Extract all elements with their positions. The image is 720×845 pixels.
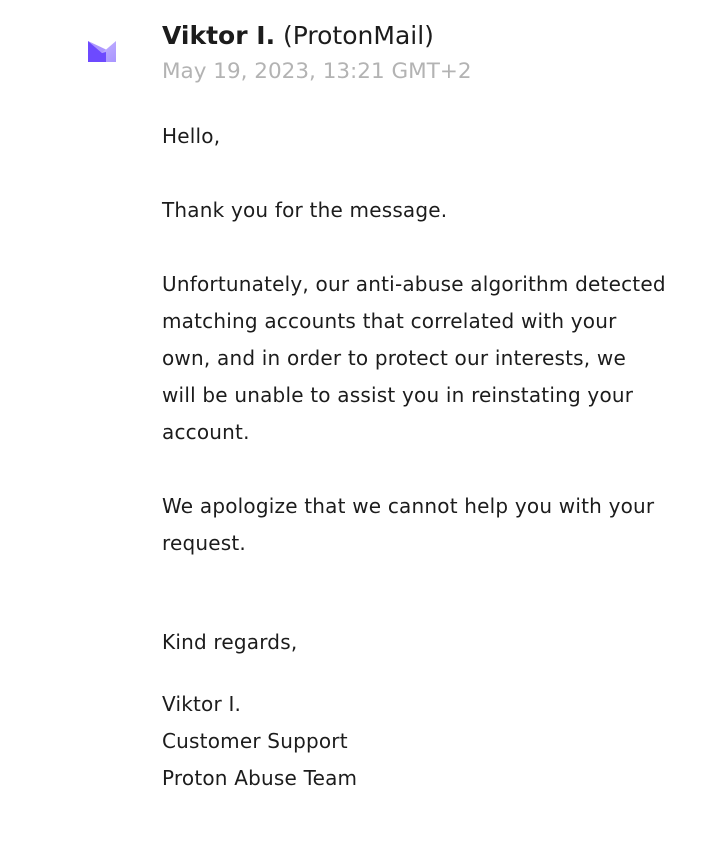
greeting: Hello,: [162, 124, 221, 148]
message-timestamp: May 19, 2023, 13:21 GMT+2: [162, 59, 472, 84]
paragraph-line: Unfortunately, our anti-abuse algorithm detected: [162, 272, 666, 296]
paragraph-line: We apologize that we cannot help you with your: [162, 494, 655, 518]
message-header: [162, 18, 472, 87]
sender-line: [162, 18, 472, 54]
paragraph-line: matching accounts that correlated with your: [162, 309, 617, 333]
signature-name: Viktor I.: [162, 692, 242, 716]
paragraph-line: will be unable to assist you in reinstating your: [162, 383, 634, 407]
sender-org: (ProtonMail): [283, 21, 434, 50]
closing: Kind regards,: [162, 630, 298, 654]
protonmail-logo-icon: [86, 38, 118, 64]
signature-team: Proton Abuse Team: [162, 766, 358, 790]
paragraph-line: account.: [162, 420, 250, 444]
sender-name[interactable]: Viktor I.: [162, 21, 276, 50]
thanks-line: Thank you for the message.: [162, 198, 448, 222]
signature-role: Customer Support: [162, 729, 348, 753]
paragraph-line: own, and in order to protect our interests, we: [162, 346, 626, 370]
paragraph-line: request.: [162, 531, 246, 555]
